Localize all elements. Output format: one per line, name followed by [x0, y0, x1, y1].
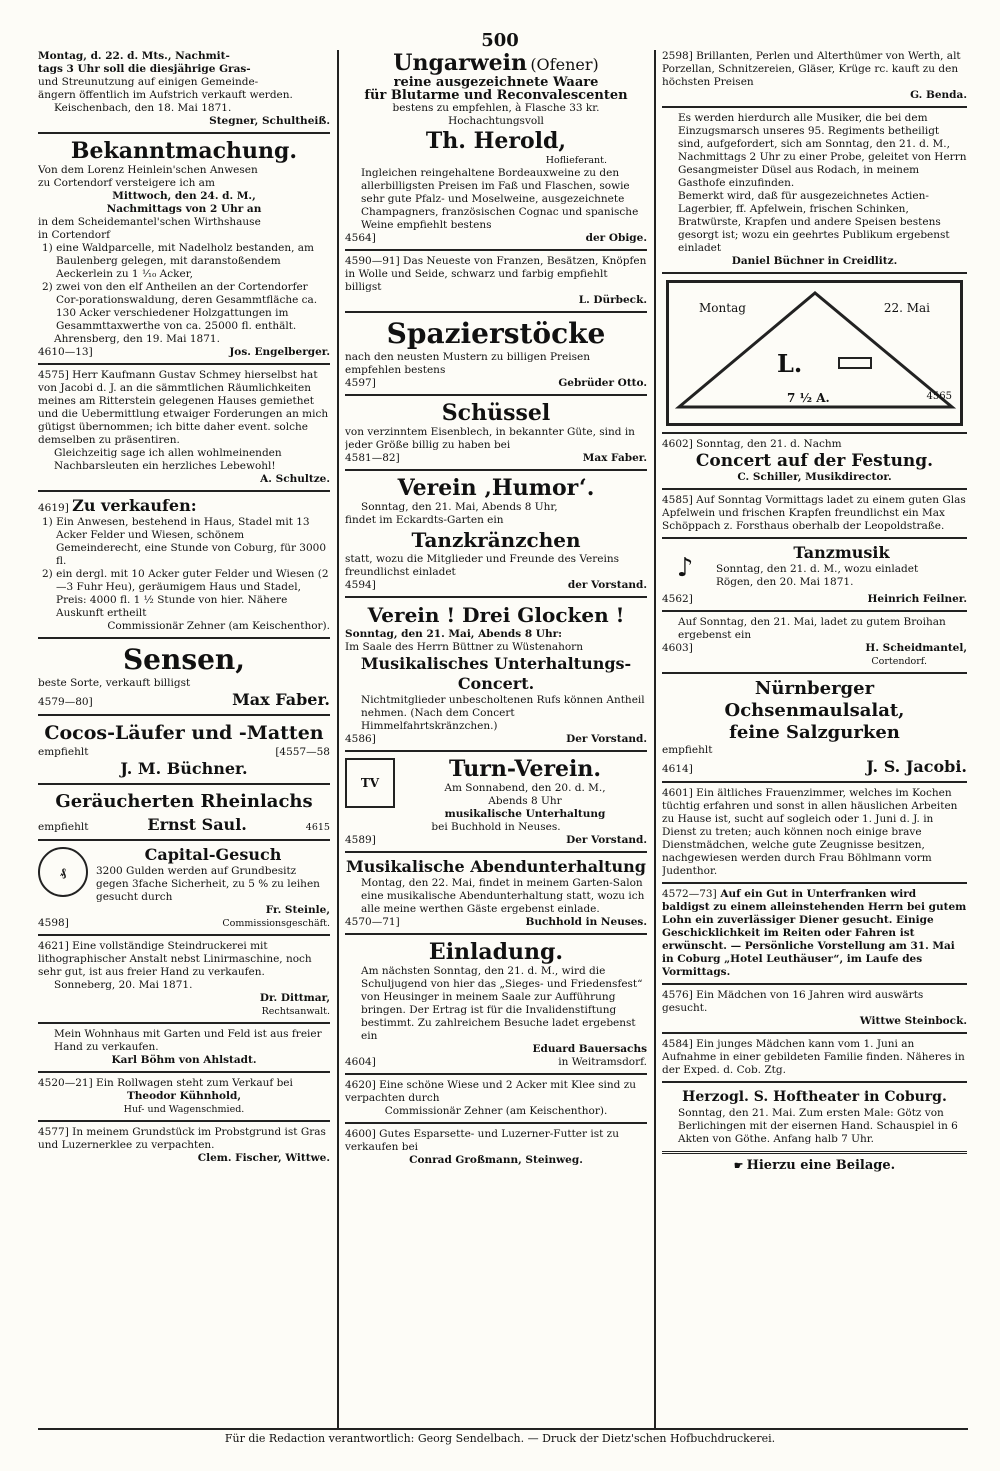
- ad-number: 4570—71]: [345, 916, 400, 928]
- fiddler-icon: ♪: [676, 552, 694, 583]
- ad-frauenzimmer: [662, 787, 967, 878]
- column-rule: [337, 50, 339, 1428]
- ad-title: Ungarwein: [393, 50, 527, 76]
- ad-list-item: 2) zwei von den elf Antheilen an der Cortendorfer Cor-porationswaldung, deren Gesammtfläche ca. 130 Acker verschiedener Holzgattungen im Gesammttaxwerthe von ca. 25000 fl. enthält.: [42, 281, 318, 332]
- ad-title: Concert.: [457, 674, 535, 693]
- ad-beilage: [662, 1159, 967, 1173]
- ad-text: Auf Sonntag, den 21. Mai, ladet zu gutem Broihan ergebenst ein: [678, 616, 946, 641]
- ad-text: Mittwoch, den 24. d. M.,: [112, 190, 256, 202]
- ad-title: Bekanntmachung.: [70, 138, 298, 164]
- ad-text: Von dem Lorenz Heinlein'schen Anwesen: [38, 164, 258, 176]
- ad-text: Hierzu eine Beilage.: [746, 1158, 896, 1173]
- ad-text: Ein junges Mädchen kann vom 1. Juni an Aufnahme in einer gebildeten Familie finden. Näheres in der Exped. d. Cob. Ztg.: [662, 1038, 965, 1076]
- ad-spazierstoecke: [345, 317, 647, 390]
- ad-duerbeck: [345, 255, 647, 307]
- ad-number: 4590—91]: [345, 255, 400, 267]
- ad-number: 4604]: [345, 1056, 376, 1068]
- ad-text: Ein Mädchen von 16 Jahren wird auswärts gesucht.: [662, 989, 924, 1014]
- ad-apfelwein: [662, 494, 967, 533]
- ad-text: in Cortendorf: [38, 229, 110, 241]
- ad-signature: Cortendorf.: [871, 656, 927, 667]
- column-left: [38, 50, 330, 1430]
- ad-text: Sonntag, den 21. d. M., wozu einladet: [716, 563, 919, 575]
- ad-ungarwein: [345, 50, 647, 245]
- ad-text: empfiehlt: [38, 746, 89, 758]
- ad-schuessel: [345, 400, 647, 465]
- ad-number: 4584]: [662, 1038, 693, 1050]
- ad-drei-glocken: [345, 602, 647, 746]
- ad-title: Schüssel: [441, 400, 551, 426]
- ad-number: 4610—13]: [38, 346, 93, 358]
- ad-signature: Heinrich Feilner.: [867, 593, 967, 605]
- ad-signature: Wittwe Steinbock.: [859, 1015, 967, 1027]
- ad-title: Einladung.: [428, 939, 564, 965]
- ad-number: 4575]: [38, 369, 69, 381]
- turnverein-emblem-icon: TV: [345, 758, 395, 808]
- ad-title: Capital-Gesuch: [144, 845, 282, 864]
- ad-number: 4579—80]: [38, 696, 93, 708]
- ad-signature: J. M. Büchner.: [120, 759, 248, 778]
- ad-signature: in Weitramsdorf.: [558, 1056, 647, 1068]
- ad-text: Bemerkt wird, daß für ausgezeichnetes Actien-Lagerbier, ff. Apfelwein, frischen Schinken, Bratwürste, Krapfen und andere Speisen bestens gesorgt ist; wozu ein geehrtes Publikum ergebenst einladet: [678, 190, 950, 254]
- ad-text: Am Sonnabend, den 20. d. M.,: [444, 782, 606, 794]
- ad-signature: H. Scheidmantel,: [865, 642, 967, 654]
- ad-signature: Buchhold in Neuses.: [525, 916, 647, 928]
- ad-number: 4577]: [38, 1126, 69, 1138]
- ad-text: Ahrensberg, den 19. Mai 1871.: [54, 333, 220, 345]
- ad-text: musikalische Unterhaltung: [444, 808, 606, 820]
- ad-text: 22. Mai: [883, 301, 930, 315]
- ad-text: zu Cortendorf versteigere ich am: [38, 177, 215, 189]
- ad-signature: Clem. Fischer, Wittwe.: [197, 1152, 330, 1164]
- ad-text: Gleichzeitig sage ich allen wohlmeinenden Nachbarsleuten ein herzliches Lebewohl!: [54, 447, 282, 472]
- ad-title: Verein ! Drei Glocken !: [367, 603, 625, 627]
- ad-signature: der Obige.: [585, 232, 647, 244]
- ad-number: 4564]: [345, 232, 376, 244]
- ad-number: [4557—58: [275, 746, 330, 758]
- ad-signature: Fr. Steinle,: [265, 904, 330, 916]
- ad-text: reine ausgezeichnete Waare: [393, 75, 599, 90]
- ad-text: tags 3 Uhr soll die diesjährige Gras-: [38, 63, 251, 75]
- ad-number: 4620]: [345, 1079, 376, 1091]
- ad-verein-humor: [345, 475, 647, 592]
- ad-list-item: 1) eine Waldparcelle, mit Nadelholz bestanden, am Baulenberg gelegen, mit daranstoßendem Aeckerlein zu 1 ¹⁄₁₀ Acker,: [42, 242, 315, 280]
- ad-text: Montag, den 22. Mai, findet in meinem Garten-Salon eine musikalische Abendunterhaltung statt, wozu ich alle meine werthen Gäste ergebenst einlade.: [361, 877, 645, 915]
- ad-signature: A. Schultze.: [260, 473, 330, 485]
- ad-text: und Streunutzung auf einigen Gemeinde-: [38, 76, 259, 88]
- ad-esparsette: [345, 1128, 647, 1167]
- ad-text: Ingleichen reingehaltene Bordeauxweine zu den allerbilligsten Preisen im Faß und Flaschen, sowie sehr gute Pfalz- und Moselweine, ausgezeichnete Champagners, französischen Cognac und spanische Weine empfiehlt bestens: [361, 167, 639, 231]
- ad-number: 4585]: [662, 494, 693, 506]
- ad-signature: Dr. Dittmar,: [259, 992, 330, 1004]
- ad-diener-gesucht: [662, 888, 967, 979]
- ad-text: Sonntag, den 21. Mai, Abends 8 Uhr,: [361, 501, 558, 513]
- ad-number: 4594]: [345, 579, 376, 591]
- ad-text: bestens zu empfehlen, à Flasche 33 kr.: [392, 102, 600, 114]
- ad-text: Es werden hierdurch alle Musiker, die bei dem Einzugsmarsch unseres 95. Regiments betheiligt sind, aufgefordert, sich am Sonntag, den 21. d. M., Nachmittags 2 Uhr zu einer Probe, geleitet von Herrn Gesangmeister Düsel aus Rodach, in meinem Gasthofe einzufinden.: [678, 112, 967, 189]
- ad-number: 4562]: [662, 593, 693, 605]
- ad-einladung: [345, 939, 647, 1069]
- ad-concert-festung: [662, 438, 967, 484]
- column-right: [662, 50, 967, 1422]
- ad-signature: Th. Herold,: [425, 128, 567, 154]
- ad-bekanntmachung: [38, 138, 330, 359]
- ad-number: 4614]: [662, 763, 693, 775]
- ad-list-item: 1) Ein Anwesen, bestehend in Haus, Stadel mit 13 Acker Felder und Wiesen, schönem Gemeinderecht, eine Stunde von Coburg, für 3000 fl.: [42, 516, 327, 567]
- ad-title: Nürnberger Ochsenmaulsalat,: [724, 678, 905, 721]
- ad-text: Nichtmitglieder unbescholtenen Rufs können Antheil nehmen. (Nach dem Concert Himmelfahrtskränzchen.): [361, 694, 645, 732]
- ad-signature: C. Schiller, Musikdirector.: [737, 471, 892, 483]
- ad-text: Sonntag, den 21. Mai, Abends 8 Uhr:: [345, 628, 562, 640]
- ad-text: Eine vollständige Steindruckerei mit lithographischer Anstalt nebst Linirmaschine, noch sehr gut, ist aus freier Hand zu verkaufen.: [38, 940, 312, 978]
- ad-number: 4572—73]: [662, 888, 717, 900]
- ad-hoftheater: [662, 1087, 967, 1146]
- ad-gras-streunutzung: [38, 50, 330, 128]
- ad-number: 4589]: [345, 834, 376, 846]
- ad-signature: L. Dürbeck.: [578, 294, 647, 306]
- ad-text: in dem Scheidemantel'schen Wirthshause: [38, 216, 261, 228]
- ad-tanzmusik: [662, 543, 967, 606]
- ad-number: 4601]: [662, 787, 693, 799]
- ad-junges-maedchen: [662, 1038, 967, 1077]
- ad-text: 3200 Gulden werden auf Grundbesitz gegen 3fache Sicherheit, zu 5 % zu leihen gesucht durch: [96, 865, 320, 903]
- ad-text: Ein Rollwagen steht zum Verkauf bei: [96, 1077, 293, 1089]
- ad-title: Verein ‚Humor‘.: [397, 475, 595, 501]
- ad-schmey: [38, 369, 330, 486]
- ad-turn-verein: [345, 756, 647, 847]
- ad-text: Sonneberg, 20. Mai 1871.: [54, 979, 193, 991]
- ad-text: für Blutarme und Reconvalescenten: [364, 88, 628, 103]
- ad-signature: Max Faber.: [582, 452, 647, 464]
- ad-signature: Jos. Engelberger.: [229, 346, 330, 358]
- ad-signature: Gebrüder Otto.: [558, 377, 647, 389]
- ad-list-item: 2) ein dergl. mit 10 Acker guter Felder und Wiesen (2—3 Fuhr Heu), geräumigem Haus und Stadel, Preis: 4000 fl. 1 ½ Stunde von hier. Nähere Auskunft ertheilt: [42, 568, 329, 619]
- ad-text: Commissionär Zehner (am Keischenthor).: [384, 1105, 608, 1117]
- ad-text: Im Saale des Herrn Büttner zu Wüstenahorn: [345, 641, 583, 653]
- ad-number: 4621]: [38, 940, 69, 952]
- ad-brillanten: [662, 50, 967, 102]
- ad-number: 4576]: [662, 989, 693, 1001]
- ad-text: empfiehlt: [38, 821, 89, 833]
- ad-wiese: [345, 1079, 647, 1118]
- ad-number: 4598]: [38, 917, 69, 929]
- ad-text: Gutes Esparsette- und Luzerner-Futter ist zu verkaufen bei: [345, 1128, 619, 1153]
- ad-text: ängern öffentlich im Aufstrich verkauft werden.: [38, 89, 293, 101]
- column-rule: [654, 50, 656, 1428]
- ad-number: 4520—21]: [38, 1077, 93, 1089]
- ad-wohnhaus: [38, 1028, 330, 1067]
- ad-title: L.: [777, 349, 803, 378]
- ad-signature: Stegner, Schultheiß.: [209, 115, 330, 127]
- ad-text: Keischenbach, den 18. Mai 1871.: [54, 102, 232, 114]
- ad-title: Musikalische Abendunterhaltung: [346, 857, 646, 876]
- ad-text: Montag: [699, 301, 746, 315]
- ad-title: Concert auf der Festung.: [695, 451, 934, 471]
- ad-number: 4586]: [345, 733, 376, 745]
- ad-signature: Conrad Großmann, Steinweg.: [409, 1154, 583, 1166]
- ad-text: Hochachtungsvoll: [448, 115, 544, 127]
- ad-text: Das Neueste von Franzen, Besätzen, Knöpfen in Wolle und Seide, schwarz und farbig empfiehlt billigst: [345, 255, 647, 293]
- ad-title: feine Salzgurken: [729, 722, 900, 743]
- ad-text: In meinem Grundstück im Probstgrund ist Gras und Luzernerklee zu verpachten.: [38, 1126, 326, 1151]
- ad-signature: J. S. Jacobi.: [866, 757, 967, 776]
- ad-signature: Ernst Saul.: [147, 815, 247, 834]
- ad-text: 7 ½ A.: [787, 391, 830, 405]
- ad-signature: Der Vorstand.: [566, 834, 647, 846]
- ad-number: 4600]: [345, 1128, 376, 1140]
- ad-title: Sensen,: [122, 643, 246, 676]
- ad-number: 4565: [926, 391, 952, 402]
- ad-musiker: [662, 112, 967, 268]
- ad-signature: Karl Böhm von Ahlstadt.: [111, 1054, 257, 1066]
- ad-text: Herr Kaufmann Gustav Schmey hierselbst hat von Jacobi d. J. an die sämmtlichen Räumlichkeiten meines am Ritterstein gelegenen Hauses gemiethet und die Uebermittlung etwaiger Forderungen an mich gütigst übernommen; ich bitte daher event. solche demselben zu präsentiren.: [38, 369, 329, 446]
- ad-title: Herzogl. S. Hoftheater in Coburg.: [682, 1089, 947, 1105]
- ad-text: Auf Sonntag Vormittags ladet zu einem guten Glas Apfelwein und frischen Krapfen freundlichst ein Max Schöppach z. Forsthaus oberhalb der Leopoldstraße.: [662, 494, 966, 532]
- ad-text: Eine schöne Wiese und 2 Acker mit Klee sind zu verpachten durch: [345, 1079, 636, 1104]
- ad-number: 4615: [305, 822, 330, 833]
- ad-signature: der Vorstand.: [567, 579, 647, 591]
- ad-signature: Daniel Büchner in Creidlitz.: [731, 255, 898, 267]
- ad-text: Rögen, den 20. Mai 1871.: [716, 576, 854, 588]
- ad-text: Sonntag, den 21. d. Nachm: [696, 438, 842, 450]
- ad-broihan: [662, 616, 967, 668]
- ad-title: Spazierstöcke: [386, 317, 606, 350]
- ad-text: von verzinntem Eisenblech, in bekannter Güte, sind in jeder Größe billig zu haben bei: [345, 426, 635, 451]
- ad-rheinlachs: [38, 789, 330, 835]
- column-middle: [345, 50, 647, 1422]
- ad-title: Tanzkränzchen: [411, 528, 581, 552]
- ad-text: Commissionär Zehner (am Keischenthor).: [107, 620, 330, 632]
- ad-signature: Der Vorstand.: [566, 733, 647, 745]
- ad-text: Montag, d. 22. d. Mts., Nachmit-: [38, 50, 230, 62]
- ad-text: beste Sorte, verkauft billigst: [38, 677, 191, 689]
- ad-text: Nachmittags von 2 Uhr an: [106, 203, 262, 215]
- ad-title: Geräucherten Rheinlachs: [55, 791, 313, 812]
- ad-signature: Max Faber.: [232, 690, 330, 709]
- ad-signature: Huf- und Wagenschmied.: [123, 1104, 245, 1115]
- ad-text: Ein ältliches Frauenzimmer, welches im Kochen tüchtig erfahren und sonst in allen häuslichen Arbeiten zu Hause ist, sucht auf sogleich oder 1. Juni d. J. in Dienst zu treten; auch können noch einige brave Dienstmädchen, welche gute Zeugnisse besitzen, nachgewiesen werden durch Frau Böhlmann vorm Judenthor.: [662, 787, 958, 877]
- ad-luzernerklee: [38, 1126, 330, 1165]
- ad-title: Zu verkaufen:: [72, 496, 197, 515]
- ad-text: Hoflieferant.: [545, 155, 607, 166]
- ad-title: (Ofener): [530, 55, 599, 74]
- money-bag-icon: ₰: [38, 847, 88, 897]
- page-number: 500: [481, 30, 519, 51]
- ad-ochsenmaulsalat: [662, 678, 967, 777]
- ad-text: empfehlen bestens: [345, 364, 446, 376]
- ad-text: Brillanten, Perlen und Alterthümer von Werth, alt Porzellan, Schnitzereien, Gläser, Krüge rc. kauft zu den höchsten Preisen: [662, 50, 961, 88]
- ad-zu-verkaufen: [38, 496, 330, 633]
- ad-capital-gesuch: [38, 845, 330, 930]
- ad-signature: Rechtsanwalt.: [261, 1006, 330, 1017]
- ad-text: Mein Wohnhaus mit Garten und Feld ist aus freier Hand zu verkaufen.: [54, 1028, 322, 1053]
- ad-text: Am nächsten Sonntag, den 21. d. M., wird die Schuljugend von hier das „Sieges- und Friedensfest“ von Heusinger in meinem Saale zur Aufführung bringen. Der Ertrag ist für die Invalidenstiftung bestimmt. Zu zahlreichem Besuche ladet ergebenst ein: [361, 965, 643, 1042]
- ad-number: 4619]: [38, 502, 69, 514]
- pointing-hand-icon: ☛: [733, 1160, 744, 1172]
- ad-text: Abends 8 Uhr: [488, 795, 562, 807]
- ad-number: 2598]: [662, 50, 693, 62]
- ad-cocos: [38, 720, 330, 779]
- ad-text: findet im Eckardts-Garten ein: [345, 514, 504, 526]
- ad-text: empfiehlt: [662, 744, 713, 756]
- triangle-ad-box: [666, 280, 963, 426]
- ad-abendunterhaltung: [345, 857, 647, 929]
- ad-number: 4603]: [662, 642, 693, 654]
- ad-signature: Commissionsgeschäft.: [222, 918, 330, 929]
- ad-title: Turn-Verein.: [448, 756, 602, 782]
- ad-signature: Theodor Kühnhold,: [126, 1090, 242, 1102]
- ad-number: 4581—82]: [345, 452, 400, 464]
- ad-text: Auf ein Gut in Unterfranken wird baldigst zu einem alleinstehenden Herrn bei gutem Lohn ein zuverlässiger Diener gesucht. Einige Geschicklichkeit im Reiten oder Fahren ist erwünscht. — Persönliche Vorstellung am 31. Mai in Coburg „Hotel Leuthäuser“, im Laufe des Vormittags.: [662, 888, 967, 978]
- ad-text: statt, wozu die Mitglieder und Freunde des Vereins freundlichst einladet: [345, 553, 619, 578]
- ad-sensen: [38, 643, 330, 710]
- footer-imprint: Für die Redaction verantwortlich: Georg Sendelbach. — Druck der Dietz'schen Hofbuchdruckerei.: [224, 1432, 776, 1445]
- ad-text: bei Buchhold in Neuses.: [431, 821, 561, 833]
- ad-number: 4602]: [662, 438, 693, 450]
- ad-maedchen: [662, 989, 967, 1028]
- ad-number: 4597]: [345, 377, 376, 389]
- ad-title: Musikalisches Unterhaltungs-: [360, 654, 632, 673]
- ad-title: Tanzmusik: [793, 543, 890, 562]
- ad-steindruckerei: [38, 940, 330, 1018]
- ad-rollwagen: [38, 1077, 330, 1116]
- ad-signature: G. Benda.: [910, 89, 967, 101]
- ad-text: nach den neusten Mustern zu billigen Preisen: [345, 351, 590, 363]
- ad-title: Cocos-Läufer und -Matten: [44, 722, 324, 744]
- ad-signature: Eduard Bauersachs: [532, 1043, 647, 1055]
- ad-text: Sonntag, den 21. Mai. Zum ersten Male: Götz von Berlichingen mit der eisernen Hand. Schauspiel in 6 Akten von Göthe. Anfang halb 7 Uhr.: [678, 1107, 958, 1145]
